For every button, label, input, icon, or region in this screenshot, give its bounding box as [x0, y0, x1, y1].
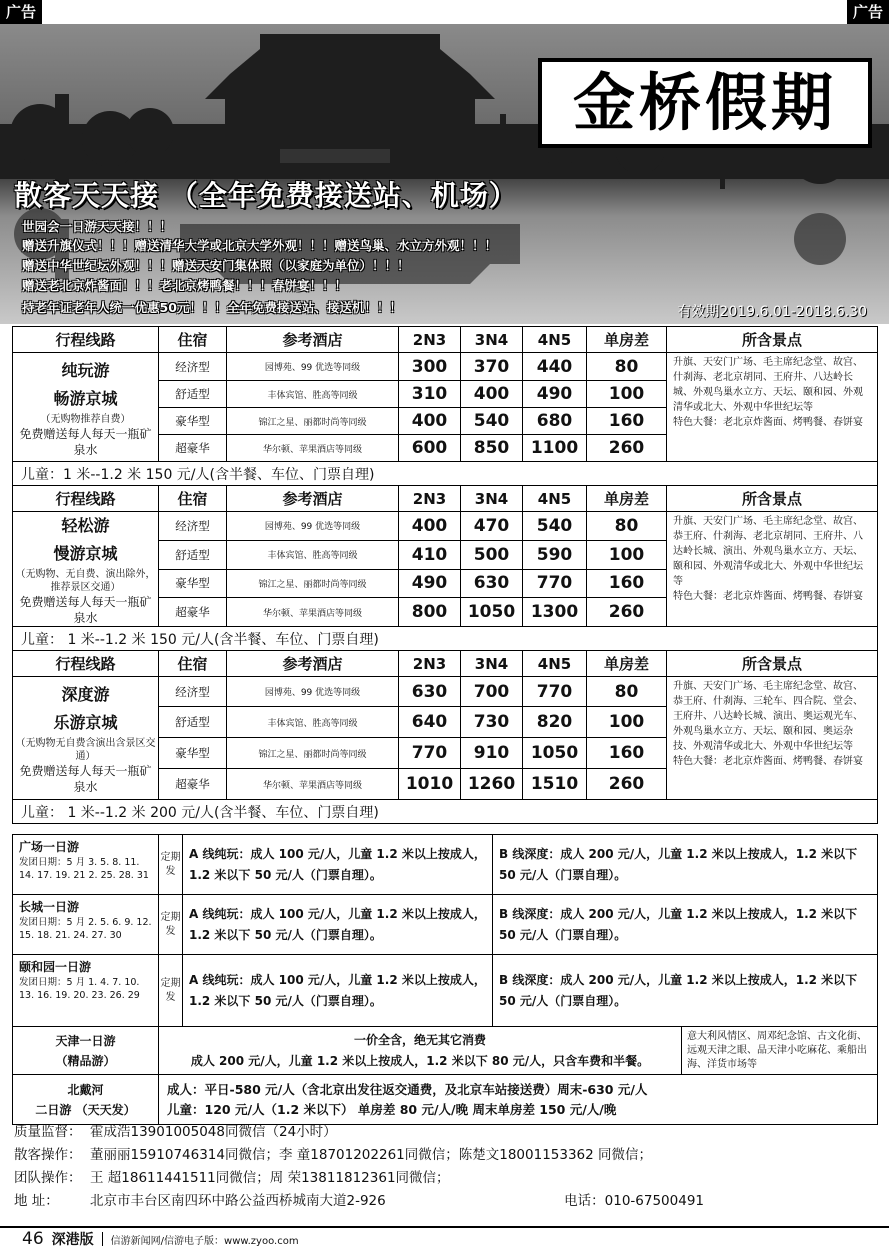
child-price-row	[13, 462, 878, 486]
reference-hotel: 华尔顿、苹果酒店等同级	[227, 598, 399, 627]
price-4n5: 1300	[523, 598, 587, 627]
day-tour-table	[12, 834, 878, 1027]
contact-text: 霍成浩13901005048同微信（24小时）	[90, 1124, 337, 1140]
route-subname: 畅游京城	[53, 388, 118, 408]
lodging-tier: 舒适型	[159, 381, 227, 408]
footer-url: 信游新闻网/信游电子版：www.zyoo.com	[110, 1235, 299, 1247]
day-tour-row	[13, 895, 878, 955]
header-2n3: 2N3	[399, 327, 461, 353]
price-4n5: 1100	[523, 435, 587, 462]
price-3n4: 540	[461, 408, 523, 435]
header-single-supplement: 单房差	[587, 327, 667, 353]
contact-label: 地 址：	[14, 1193, 59, 1209]
price-4n5: 820	[523, 707, 587, 738]
price-4n5: 770	[523, 569, 587, 598]
contact-text: 董丽丽15910746314同微信；李 童18701202261同微信；陈楚文18001153362 同微信；	[90, 1147, 653, 1163]
price-2n3: 490	[399, 569, 461, 598]
child-price-row	[13, 627, 878, 651]
price-2n3: 400	[399, 512, 461, 541]
price-single-supplement: 160	[587, 569, 667, 598]
header-sights: 所含景点	[667, 651, 878, 677]
lodging-tier: 超豪华	[159, 769, 227, 800]
promo-line: 赠送升旗仪式！！！赠送清华大学或北京大学外观！！！赠送鸟巢、水立方外观！！！	[22, 238, 498, 253]
price-3n4: 500	[461, 540, 523, 569]
reference-hotel: 园博苑、99 优选等同级	[227, 512, 399, 541]
price-single-supplement: 100	[587, 540, 667, 569]
day-tour-line-b: B 线深度：成人 200 元/人，儿童 1.2 米以上按成人，1.2 米以下 50 元/人（门票自理）。	[493, 895, 878, 955]
price-3n4: 1260	[461, 769, 523, 800]
header-route: 行程线路	[13, 486, 159, 512]
route-note: （无购物推荐自费）	[40, 413, 131, 425]
price-4n5: 490	[523, 381, 587, 408]
price-single-supplement: 100	[587, 381, 667, 408]
header-hotel: 参考酒店	[227, 486, 399, 512]
day-tour-name-cell	[13, 835, 159, 895]
validity-period: 有效期2019.6.01-2018.6.30	[677, 304, 867, 320]
contact-text: 王 超18611441511同微信；周 荣13811812361同微信；	[90, 1170, 450, 1186]
price-2n3: 800	[399, 598, 461, 627]
tianjin-sub: （精品游）	[55, 1053, 116, 1068]
lodging-tier: 经济型	[159, 353, 227, 381]
price-3n4: 730	[461, 707, 523, 738]
contact-label: 散客操作：	[14, 1147, 82, 1163]
price-4n5: 1050	[523, 738, 587, 769]
price-2n3: 640	[399, 707, 461, 738]
price-4n5: 1510	[523, 769, 587, 800]
price-3n4: 400	[461, 381, 523, 408]
promo-line: 世园会一日游天天接！！！	[22, 219, 173, 234]
sights-list: 升旗、天安门广场、毛主席纪念堂、故宫、什刹海、老北京胡同、王府井、八达岭长城、外观鸟巢水立方、天坛、颐和园、外观清华或北大、外观中华世纪坛等	[673, 357, 863, 413]
day-tour-name: 广场一日游	[19, 840, 80, 854]
tianjin-sights: 意大利风情区、周邓纪念馆、古文化街、远观天津之眼、品天津小吃麻花、乘船出海、洋货市场等	[682, 1027, 878, 1075]
price-3n4: 910	[461, 738, 523, 769]
price-3n4: 630	[461, 569, 523, 598]
tianjin-price-cell	[159, 1027, 682, 1075]
special-meals: 特色大餐：老北京炸酱面、烤鸭餐、春饼宴	[673, 591, 863, 602]
reference-hotel: 丰体宾馆、胜高等同级	[227, 381, 399, 408]
lodging-tier: 豪华型	[159, 738, 227, 769]
header-4n5: 4N5	[523, 486, 587, 512]
price-single-supplement: 160	[587, 408, 667, 435]
footer-divider	[102, 1232, 103, 1246]
header-2n3: 2N3	[399, 651, 461, 677]
beidaihe-line1: 成人：平日-580 元/人（含北京出发往返交通费，及北京车站接送费）周末-630 元/人	[167, 1081, 648, 1097]
ad-tag-left: 广告	[0, 0, 42, 24]
lodging-tier: 经济型	[159, 677, 227, 707]
route-note: （无购物无自费含演出含景区交通）	[15, 738, 156, 762]
tianjin-line1: 一价全含，绝无其它消费	[353, 1032, 486, 1047]
child-price-row	[13, 800, 878, 824]
price-3n4: 370	[461, 353, 523, 381]
price-2n3: 770	[399, 738, 461, 769]
day-tour-name-cell	[13, 955, 159, 1027]
price-2n3: 300	[399, 353, 461, 381]
brand-logo: 金桥假期	[538, 58, 872, 148]
contact-row	[14, 1167, 874, 1190]
day-tour-line-a: A 线纯玩：成人 100 元/人，儿童 1.2 米以上按成人，1.2 米以下 50 元/人（门票自理）。	[183, 895, 493, 955]
lodging-tier: 舒适型	[159, 707, 227, 738]
reference-hotel: 丰体宾馆、胜高等同级	[227, 540, 399, 569]
reference-hotel: 华尔顿、苹果酒店等同级	[227, 769, 399, 800]
day-tour-dates: 发团日期：5 月 3. 5. 8. 11. 14. 17. 19. 21 2. 25. 28. 31	[19, 857, 149, 881]
reference-hotel: 园博苑、99 优选等同级	[227, 353, 399, 381]
price-single-supplement: 100	[587, 707, 667, 738]
route-name: 纯玩游	[61, 360, 110, 380]
extra-tours-table	[12, 1026, 878, 1125]
reference-hotel: 华尔顿、苹果酒店等同级	[227, 435, 399, 462]
day-tour-line-b: B 线深度：成人 200 元/人，儿童 1.2 米以上按成人，1.2 米以下 50 元/人（门票自理）。	[493, 955, 878, 1027]
header-sights: 所含景点	[667, 486, 878, 512]
price-single-supplement: 80	[587, 353, 667, 381]
price-2n3: 1010	[399, 769, 461, 800]
special-meals: 特色大餐：老北京炸酱面、烤鸭餐、春饼宴	[673, 756, 863, 767]
beidaihe-row	[13, 1075, 878, 1125]
price-2n3: 400	[399, 408, 461, 435]
header-single-supplement: 单房差	[587, 651, 667, 677]
tianjin-name: 天津一日游	[55, 1033, 116, 1048]
price-4n5: 440	[523, 353, 587, 381]
price-4n5: 540	[523, 512, 587, 541]
sights-cell	[667, 353, 878, 462]
price-table-main	[12, 326, 878, 824]
headline: 散客天天接 （全年免费接送站、机场）	[14, 179, 518, 212]
day-tour-mark: 定期发	[159, 895, 183, 955]
sights-list: 升旗、天安门广场、毛主席纪念堂、故宫、恭王府、什刹海、三轮车、四合院、堂会、王府井、八达岭长城、演出、奥运观光车、外观鸟巢水立方、天坛、颐和园、奥运杂技、外观清华或北大、外观中华世纪坛等	[673, 681, 863, 752]
beidaihe-sub: 二日游 （天天发）	[35, 1102, 136, 1117]
hero-banner	[0, 24, 889, 324]
header-3n4: 3N4	[461, 651, 523, 677]
route-name-cell	[13, 677, 159, 800]
header-2n3: 2N3	[399, 486, 461, 512]
contact-phone: 电话：010-67500491	[564, 1193, 704, 1209]
route-name: 深度游	[61, 685, 110, 704]
edition-label: 深港版	[51, 1232, 94, 1248]
table-row	[13, 512, 878, 541]
page-footer	[0, 1226, 889, 1250]
sights-list: 升旗、天安门广场、毛主席纪念堂、故宫、恭王府、什刹海、老北京胡同、王府井、八达岭长城、演出、外观鸟巢水立方、天坛、颐和园、外观清华或北大、外观中华世纪坛等	[673, 516, 863, 587]
table-row	[13, 677, 878, 707]
header-3n4: 3N4	[461, 327, 523, 353]
price-3n4: 700	[461, 677, 523, 707]
route-gift: 免费赠送每人每天一瓶矿泉水	[19, 426, 152, 457]
price-single-supplement: 80	[587, 677, 667, 707]
route-gift: 免费赠送每人每天一瓶矿泉水	[19, 764, 152, 794]
header-lodging: 住宿	[159, 651, 227, 677]
lodging-tier: 豪华型	[159, 408, 227, 435]
price-4n5: 590	[523, 540, 587, 569]
lodging-tier: 超豪华	[159, 598, 227, 627]
day-tour-name: 颐和园一日游	[19, 960, 92, 974]
reference-hotel: 锦江之星、丽都时尚等同级	[227, 408, 399, 435]
price-4n5: 770	[523, 677, 587, 707]
price-4n5: 680	[523, 408, 587, 435]
contact-row	[14, 1121, 874, 1144]
ad-tag-right: 广告	[847, 0, 889, 24]
day-tour-line-b: B 线深度：成人 200 元/人，儿童 1.2 米以上按成人，1.2 米以下 50 元/人（门票自理）。	[493, 835, 878, 895]
route-subname: 乐游京城	[53, 713, 118, 732]
tianjin-row	[13, 1027, 878, 1075]
contacts-block	[14, 1121, 874, 1213]
route-note: （无购物、无自费、演出除外，推荐景区交通）	[15, 569, 156, 593]
lodging-tier: 经济型	[159, 512, 227, 541]
price-2n3: 600	[399, 435, 461, 462]
price-3n4: 1050	[461, 598, 523, 627]
contact-row	[14, 1190, 874, 1213]
price-3n4: 470	[461, 512, 523, 541]
price-single-supplement: 260	[587, 769, 667, 800]
price-single-supplement: 160	[587, 738, 667, 769]
day-tour-line-a: A 线纯玩：成人 100 元/人，儿童 1.2 米以上按成人，1.2 米以下 50 元/人（门票自理）。	[183, 955, 493, 1027]
table-header-row	[13, 651, 878, 677]
day-tour-mark: 定期发	[159, 835, 183, 895]
lodging-tier: 超豪华	[159, 435, 227, 462]
header-hotel: 参考酒店	[227, 651, 399, 677]
header-lodging: 住宿	[159, 486, 227, 512]
route-gift: 免费赠送每人每天一瓶矿泉水	[19, 595, 152, 625]
promo-line: 赠送老北京炸酱面！！！老北京烤鸭餐！！！春饼宴！！！	[22, 278, 348, 293]
day-tour-name: 长城一日游	[19, 900, 80, 914]
contact-row	[14, 1144, 874, 1167]
header-4n5: 4N5	[523, 651, 587, 677]
day-tour-row	[13, 955, 878, 1027]
header-3n4: 3N4	[461, 486, 523, 512]
table-row	[13, 353, 878, 381]
header-lodging: 住宿	[159, 327, 227, 353]
price-2n3: 310	[399, 381, 461, 408]
day-tour-mark: 定期发	[159, 955, 183, 1027]
page-number: 46	[22, 1229, 44, 1249]
beidaihe-name-cell	[13, 1075, 159, 1125]
route-name-cell	[13, 353, 159, 462]
day-tour-line-a: A 线纯玩：成人 100 元/人，儿童 1.2 米以上按成人，1.2 米以下 50 元/人（门票自理）。	[183, 835, 493, 895]
day-tour-dates: 发团日期：5 月 1. 4. 7. 10. 13. 16. 19. 20. 23. 26. 29	[19, 977, 140, 1001]
price-2n3: 410	[399, 540, 461, 569]
special-meals: 特色大餐：老北京炸酱面、烤鸭餐、春饼宴	[673, 417, 863, 428]
sights-cell	[667, 677, 878, 800]
child-price: 儿童： 1 米--1.2 米 200 元/人(含半餐、车位、门票自理)	[13, 800, 878, 824]
day-tour-name-cell	[13, 895, 159, 955]
table-header-row	[13, 486, 878, 512]
tianjin-line2: 成人 200 元/人，儿童 1.2 米以上按成人，1.2 米以下 80 元/人，只含车费和半餐。	[190, 1053, 650, 1068]
header-hotel: 参考酒店	[227, 327, 399, 353]
header-route: 行程线路	[13, 327, 159, 353]
header-single-supplement: 单房差	[587, 486, 667, 512]
child-price: 儿童： 1 米--1.2 米 150 元/人(含半餐、车位、门票自理)	[13, 627, 878, 651]
reference-hotel: 丰体宾馆、胜高等同级	[227, 707, 399, 738]
promo-line: 持老年证老年人统一优惠50元！！！全年免费接送站、接送机！！！	[22, 300, 402, 315]
contact-label: 质量监督：	[14, 1124, 82, 1140]
lodging-tier: 豪华型	[159, 569, 227, 598]
route-name-cell	[13, 512, 159, 627]
route-subname: 慢游京城	[53, 544, 118, 563]
price-3n4: 850	[461, 435, 523, 462]
table-header-row	[13, 327, 878, 353]
beidaihe-price-cell	[159, 1075, 878, 1125]
header-4n5: 4N5	[523, 327, 587, 353]
price-single-supplement: 80	[587, 512, 667, 541]
header-sights: 所含景点	[667, 327, 878, 353]
day-tour-dates: 发团日期：5 月 2. 5. 6. 9. 12. 15. 18. 21. 24. 27. 30	[19, 917, 152, 941]
promo-line: 赠送中华世纪坛外观！！！赠送天安门集体照（以家庭为单位）！！！	[22, 258, 410, 273]
day-tour-row	[13, 835, 878, 895]
beidaihe-line2: 儿童：120 元/人（1.2 米以下） 单房差 80 元/人/晚 周末单房差 150 元/人/晚	[167, 1101, 617, 1117]
price-single-supplement: 260	[587, 598, 667, 627]
contact-label: 团队操作：	[14, 1170, 82, 1186]
reference-hotel: 锦江之星、丽都时尚等同级	[227, 738, 399, 769]
child-price: 儿童：1 米--1.2 米 150 元/人(含半餐、车位、门票自理)	[13, 462, 878, 486]
lodging-tier: 舒适型	[159, 540, 227, 569]
beidaihe-name: 北戴河	[67, 1082, 104, 1097]
sights-cell	[667, 512, 878, 627]
reference-hotel: 园博苑、99 优选等同级	[227, 677, 399, 707]
reference-hotel: 锦江之星、丽都时尚等同级	[227, 569, 399, 598]
route-name: 轻松游	[61, 516, 110, 535]
price-2n3: 630	[399, 677, 461, 707]
price-single-supplement: 260	[587, 435, 667, 462]
contact-address: 北京市丰台区南四环中路公益西桥城南大道2-926	[90, 1193, 386, 1209]
tianjin-name-cell	[13, 1027, 159, 1075]
header-route: 行程线路	[13, 651, 159, 677]
